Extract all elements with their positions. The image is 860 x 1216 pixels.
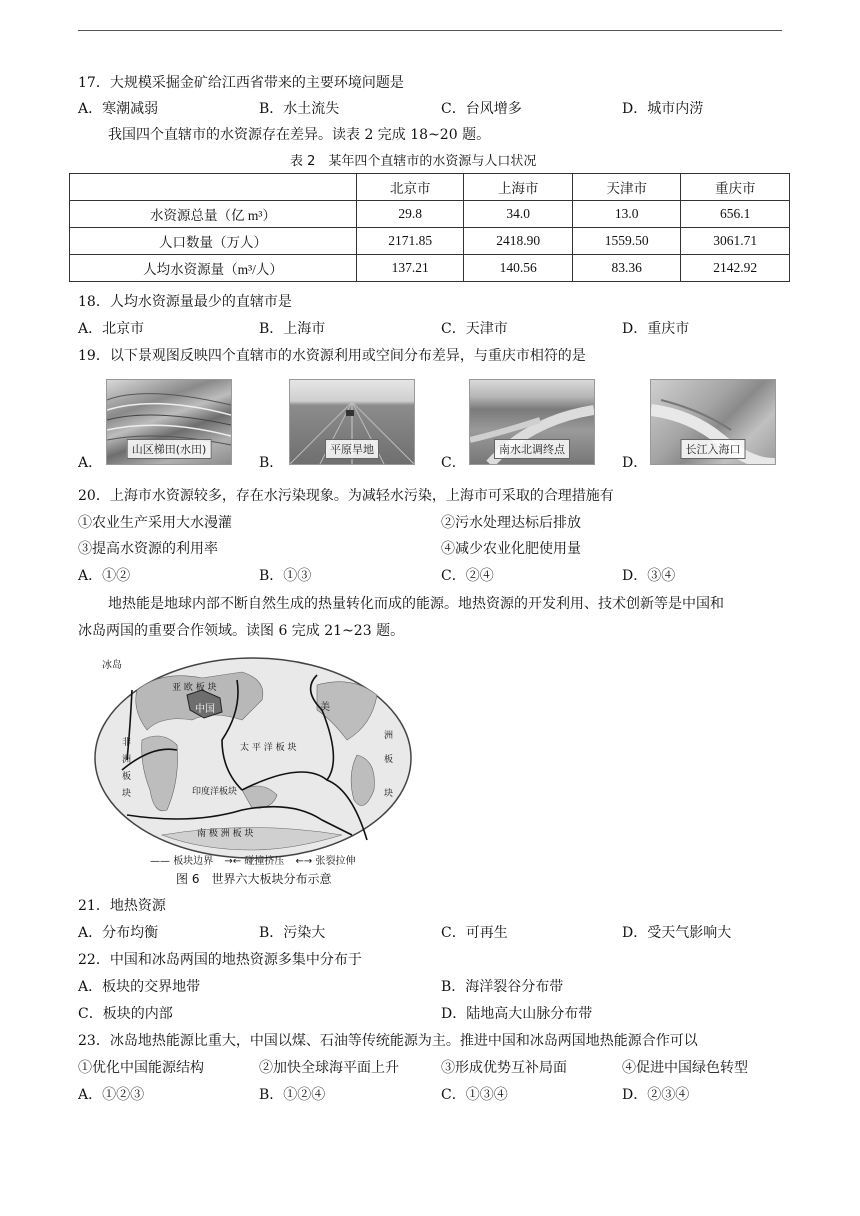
table2-title: 表 2 某年四个直辖市的水资源与人口状况 xyxy=(290,154,537,169)
q18-stem: 18．人均水资源量最少的直辖市是 xyxy=(78,294,292,310)
photo-label: 长江入海口 xyxy=(681,439,746,459)
q23-option-d: D．②③④ xyxy=(622,1087,690,1103)
legend-collision: 碰撞挤压 xyxy=(244,856,285,867)
table-row xyxy=(70,201,790,228)
table-cell: 北京市 xyxy=(356,174,464,201)
intro-18-20: 我国四个直辖市的水资源存在差异。读表 2 完成 18~20 题。 xyxy=(108,127,491,143)
q17-option-d: D．城市内涝 xyxy=(622,101,704,117)
q22-option-a: A．板块的交界地带 xyxy=(78,979,201,995)
table2 xyxy=(69,173,790,282)
table-cell: 2142.92 xyxy=(681,255,790,282)
terraced-fields-photo xyxy=(106,379,232,465)
map-label-america-side-1: 洲 xyxy=(384,731,394,741)
water-diversion-photo xyxy=(469,379,595,465)
table-cell: 上海市 xyxy=(464,174,572,201)
q20-option-c: C．②④ xyxy=(441,568,494,584)
q23-option-b: B．①②④ xyxy=(259,1087,326,1103)
table-cell: 人均水资源量（m³/人） xyxy=(70,255,357,282)
table-cell: 重庆市 xyxy=(681,174,790,201)
q23-item-1: ①优化中国能源结构 xyxy=(78,1060,204,1076)
map-label-africa-3: 板 xyxy=(122,772,132,782)
table-row xyxy=(70,255,790,282)
yangtze-estuary-photo xyxy=(650,379,776,465)
map-label-iceland: 冰岛 xyxy=(102,660,122,671)
photo-label: 山区梯田(水田) xyxy=(127,439,212,459)
q23-item-2: ②加快全球海平面上升 xyxy=(259,1060,399,1076)
photo-label: 南水北调终点 xyxy=(494,439,570,459)
world-plates-map xyxy=(92,650,414,866)
q19-option-d-letter: D． xyxy=(622,455,648,471)
q19-stem: 19．以下景观图反映四个直辖市的水资源利用或空间分布差异，与重庆市相符的是 xyxy=(78,348,586,364)
map-label-america-side-2: 板 xyxy=(384,755,394,765)
q20-item-3: ③提高水资源的利用率 xyxy=(78,541,218,557)
table-row xyxy=(70,228,790,255)
map-label-africa-2: 洲 xyxy=(122,755,132,765)
legend-rift-icon: ←→ xyxy=(295,856,313,867)
map-label-america-top: 美 xyxy=(320,702,330,713)
q19-option-c-letter: C． xyxy=(441,455,466,471)
map-label-eurasia: 亚 欧 板 块 xyxy=(172,683,217,693)
table-cell: 人口数量（万人） xyxy=(70,228,357,255)
table-cell: 2171.85 xyxy=(356,228,464,255)
q22-stem: 22．中国和冰岛两国的地热资源多集中分布于 xyxy=(78,952,362,968)
legend-boundary-icon: —— xyxy=(150,856,170,867)
q17-stem: 17．大规模采掘金矿给江西省带来的主要环境问题是 xyxy=(78,75,404,91)
table-cell: 140.56 xyxy=(464,255,572,282)
table-cell xyxy=(70,174,357,201)
q21-option-b: B．污染大 xyxy=(259,925,326,941)
map-label-china: 中国 xyxy=(195,704,215,715)
map-label-antarctic: 南 极 洲 板 块 xyxy=(197,829,254,839)
legend-boundary: 板块边界 xyxy=(173,856,214,867)
q20-item-2: ②污水处理达标后排放 xyxy=(441,515,581,531)
plain-farmland-photo xyxy=(289,379,415,465)
table-cell: 1559.50 xyxy=(572,228,680,255)
q21-option-c: C．可再生 xyxy=(441,925,508,941)
map-label-africa-4: 块 xyxy=(122,789,132,799)
q20-option-d: D．③④ xyxy=(622,568,676,584)
header-rule xyxy=(78,30,782,31)
table-cell: 29.8 xyxy=(356,201,464,228)
figure6-caption: 图 6 世界六大板块分布示意 xyxy=(176,872,332,886)
q18-option-c: C．天津市 xyxy=(441,321,508,337)
map-legend xyxy=(150,852,355,867)
q18-option-b: B．上海市 xyxy=(259,321,326,337)
q20-option-a: A．①② xyxy=(78,568,131,584)
map-label-africa-1: 非 xyxy=(122,738,132,748)
q18-option-d: D．重庆市 xyxy=(622,321,690,337)
legend-rift: 张裂拉伸 xyxy=(315,856,356,867)
q20-option-b: B．①③ xyxy=(259,568,312,584)
map-label-america-side-3: 块 xyxy=(384,789,394,799)
q22-option-d: D．陆地高大山脉分布带 xyxy=(441,1006,593,1022)
table-cell: 3061.71 xyxy=(681,228,790,255)
q23-item-4: ④促进中国绿色转型 xyxy=(622,1060,748,1076)
table-cell: 天津市 xyxy=(572,174,680,201)
table-header-row xyxy=(70,174,790,201)
q19-option-a-letter: A． xyxy=(78,455,103,471)
q20-stem: 20．上海市水资源较多，存在水污染现象。为减轻水污染，上海市可采取的合理措施有 xyxy=(78,488,614,504)
legend-collision-icon: →← xyxy=(224,856,242,867)
q20-item-4: ④减少农业化肥使用量 xyxy=(441,541,581,557)
q17-option-b: B．水土流失 xyxy=(259,101,340,117)
table-cell: 34.0 xyxy=(464,201,572,228)
q19-option-b-letter: B． xyxy=(259,455,284,471)
q23-option-c: C．①③④ xyxy=(441,1087,508,1103)
map-label-indian: 印度洋板块 xyxy=(192,787,238,797)
q21-option-d: D．受天气影响大 xyxy=(622,925,732,941)
q22-option-b: B．海洋裂谷分布带 xyxy=(441,979,564,995)
table-cell: 656.1 xyxy=(681,201,790,228)
q17-option-a: A．寒潮减弱 xyxy=(78,101,159,117)
q21-option-a: A．分布均衡 xyxy=(78,925,159,941)
q18-option-a: A．北京市 xyxy=(78,321,145,337)
table-cell: 83.36 xyxy=(572,255,680,282)
q23-item-3: ③形成优势互补局面 xyxy=(441,1060,567,1076)
q22-option-c: C．板块的内部 xyxy=(78,1006,173,1022)
map-label-pacific: 太 平 洋 板 块 xyxy=(240,743,297,753)
q21-stem: 21．地热资源 xyxy=(78,898,166,914)
q17-option-c: C．台风增多 xyxy=(441,101,522,117)
q20-item-1: ①农业生产采用大水漫灌 xyxy=(78,515,232,531)
table-cell: 水资源总量（亿 m³） xyxy=(70,201,357,228)
q23-stem: 23．冰岛地热能源比重大，中国以煤、石油等传统能源为主。推进中国和冰岛两国地热能源合作可以 xyxy=(78,1033,698,1049)
intro-21-23-line1: 地热能是地球内部不断自然生成的热量转化而成的能源。地热资源的开发利用、技术创新等是中国和 xyxy=(108,596,724,612)
q23-option-a: A．①②③ xyxy=(78,1087,145,1103)
table-cell: 2418.90 xyxy=(464,228,572,255)
intro-21-23-line2: 冰岛两国的重要合作领域。读图 6 完成 21~23 题。 xyxy=(78,623,405,639)
plate-map-figure xyxy=(92,650,414,890)
photo-label: 平原旱地 xyxy=(325,439,379,459)
table-cell: 13.0 xyxy=(572,201,680,228)
table-cell: 137.21 xyxy=(356,255,464,282)
